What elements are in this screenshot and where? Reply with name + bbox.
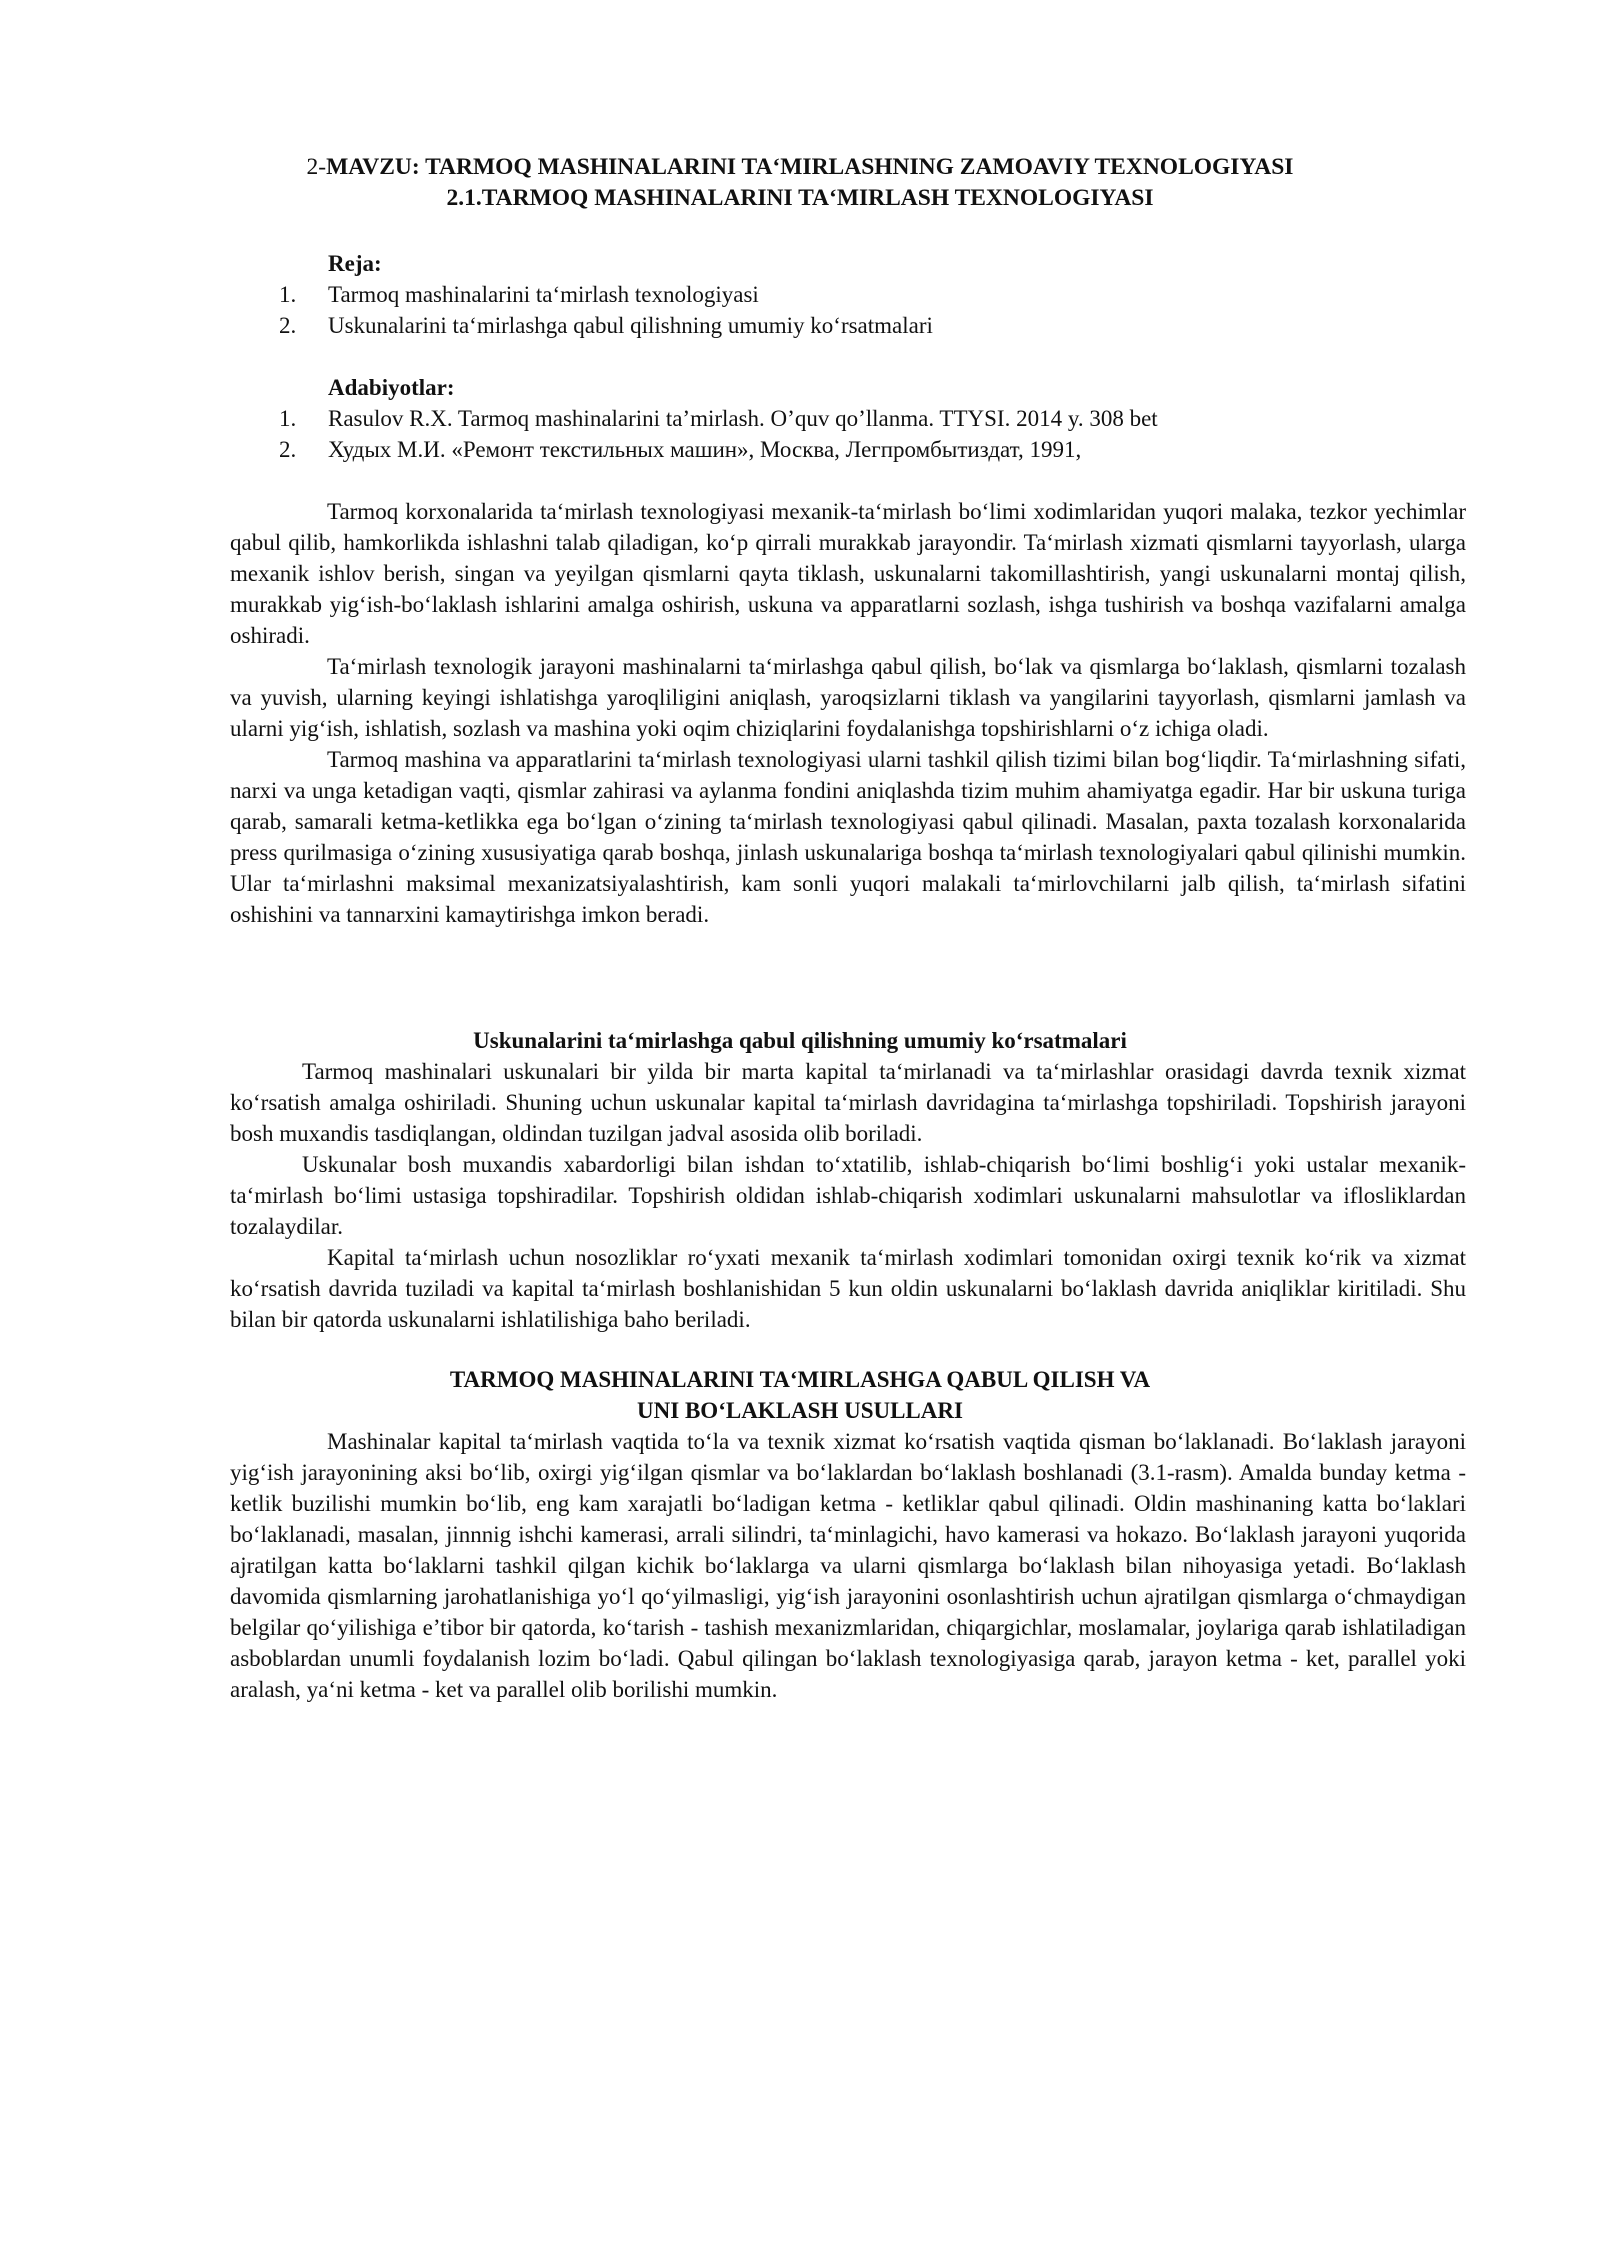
list-item-text: Худых М.И. «Ремонт текстильных машин», Москва, Легпромбытиздат, 1991, bbox=[328, 437, 1082, 462]
list-item-number: 2. bbox=[279, 313, 297, 338]
list-item-number: 1. bbox=[279, 406, 297, 431]
list-item-number: 2. bbox=[279, 437, 297, 462]
list-item bbox=[230, 434, 1466, 465]
reja-heading: Reja: bbox=[328, 251, 382, 276]
section3-heading-line1: TARMOQ MASHINALARINI TA‘MIRLASHGA QABUL QILISH VA bbox=[449, 1367, 1151, 1392]
page-title bbox=[0, 152, 1600, 183]
page-subtitle: 2.1.TARMOQ MASHINALARINI TA‘MIRLASH TEXNOLOGIYASI bbox=[446, 185, 1154, 211]
title-number: 2- bbox=[306, 154, 327, 180]
paragraph: Uskunalar bosh muxandis xabardorligi bilan ishdan to‘xtatilib, ishlab-chiqarish bo‘limi boshlig‘i yoki ustalar mexanik-ta‘mirlash bo‘limi ustasiga topshiradilar. Topshirish oldidan ishlab-chiqarish xodimlari uskunalarni mahsulotlar va iflosliklardan tozalaydilar. bbox=[230, 1152, 1466, 1239]
list-item-text: Tarmoq mashinalarini ta‘mirlash texnologiyasi bbox=[328, 282, 759, 307]
adabiyotlar-list bbox=[230, 403, 1466, 465]
paragraph: Tarmoq korxonalarida ta‘mirlash texnologiyasi mexanik-ta‘mirlash bo‘limi xodimlaridan yuqori malaka, tezkor yechimlar qabul qilib, hamkorlikda ishlashni talab qiladigan, ko‘p qirrali murakkab jarayondir. Ta‘mirlash xizmati qismlarni tayyorlash, ularga mexanik ishlov berish, singan va yeyilgan qismlarni qayta tiklash, uskunalarni takomillashtirish, yangi uskunalarni montaj qilish, murakkab yig‘ish-bo‘laklash ishlarini amalga oshirish, uskuna va apparatlarni sozlash, ishga tushirish va boshqa vazifalarni amalga oshiradi. bbox=[230, 499, 1466, 648]
list-item-text: Rasulov R.X. Tarmoq mashinalarini ta’mirlash. O’quv qo’llanma. TTYSI. 2014 y. 308 bet bbox=[328, 406, 1158, 431]
list-item-number: 1. bbox=[279, 282, 297, 307]
list-item bbox=[230, 403, 1466, 434]
section1-body bbox=[230, 496, 1466, 930]
paragraph: Mashinalar kapital ta‘mirlash vaqtida to‘la va texnik xizmat ko‘rsatish vaqtida qisman bo‘laklanadi. Bo‘laklash jarayoni yig‘ish jarayonining aksi bo‘lib, oxirgi yig‘ilgan qismlar va bo‘laklardan bo‘laklash boshlanadi (3.1-rasm). Amalda bunday ketma - ketlik buzilishi mumkin bo‘lib, eng kam xarajatli bo‘ladigan ketma - ketliklar qabul qilinadi. Oldin mashinaning katta bo‘laklari bo‘laklanadi, masalan, jinnnig ishchi kamerasi, arrali silindri, ta‘minlagichi, havo kamerasi va hokazo. Bo‘laklash jarayoni yuqorida ajratilgan katta bo‘laklarni tashkil qilgan kichik bo‘laklarga va ularni qismlarga bo‘laklash bilan nihoyasiga yetadi. Bo‘laklash davomida qismlarning jarohatlanishiga yo‘l qo‘yilmasligi, yig‘ish jarayonini osonlashtirish uchun ajratilgan qismlarga o‘chmaydigan belgilar qo‘yilishiga e’tibor bir qatorda, ko‘tarish - tashish mexanizmlaridan, chiqargichlar, moslamalar, joylariga qarab ishlatiladigan asboblardan unumli foydalanish lozim bo‘ladi. Qabul qilingan bo‘laklash texnologiyasiga qarab, jarayon ketma - ket, parallel yoki aralash, ya‘ni ketma - ket va parallel olib borilishi mumkin. bbox=[230, 1429, 1466, 1702]
section2-heading: Uskunalarini ta‘mirlashga qabul qilishning umumiy ko‘rsatmalari bbox=[473, 1028, 1127, 1053]
paragraph: Tarmoq mashina va apparatlarini ta‘mirlash texnologiyasi ularni tashkil qilish tizimi bilan bog‘liqdir. Ta‘mirlashning sifati, narxi va unga ketadigan vaqti, qismlar zahirasi va aylanma fondini aniqlashda tizim muhim ahamiyatga egadir. Har bir uskuna turiga qarab, samarali ketma-ketlikka ega bo‘lgan o‘zining ta‘mirlash texnologiyasi qabul qilinadi. Masalan, paxta tozalash korxonalarida press qurilmasiga o‘zining xususiyatiga qarab boshqa, jinlash uskunalariga boshqa ta‘mirlash texnologiyalari qabul qilinishi mumkin. Ular ta‘mirlashni maksimal mexanizatsiyalashtirish, kam sonli yuqori malakali ta‘mirlovchilarni jalb qilish, ta‘mirlash sifatini oshishini va tannarxini kamaytirishga imkon beradi. bbox=[230, 747, 1466, 927]
section2-body bbox=[230, 1056, 1466, 1335]
reja-list bbox=[230, 279, 1466, 341]
list-item bbox=[230, 279, 1466, 310]
paragraph: Tarmoq mashinalari uskunalari bir yilda bir marta kapital ta‘mirlanadi va ta‘mirlashlar orasidagi davrda texnik xizmat ko‘rsatish amalga oshiriladi. Shuning uchun uskunalar kapital ta‘mirlash davridagina ta‘mirlashga topshiriladi. Topshirish jarayoni bosh muxandis tasdiqlangan, oldindan tuzilgan jadval asosida olib boriladi. bbox=[230, 1059, 1466, 1146]
list-item bbox=[230, 310, 1466, 341]
paragraph: Ta‘mirlash texnologik jarayoni mashinalarni ta‘mirlashga qabul qilish, bo‘lak va qismlarga bo‘laklash, qismlarni tozalash va yuvish, ularning keyingi ishlatishga yaroqliligini aniqlash, yaroqsizlarni tiklash va yangilarini tayyorlash, qismlarni jamlash va ularni yig‘ish, ishlatish, sozlash va mashina yoki oqim chiziqlarini foydalanishga topshirishlarni o‘z ichiga oladi. bbox=[230, 654, 1466, 741]
section3-heading-line2: UNI BO‘LAKLASH USULLARI bbox=[637, 1398, 963, 1423]
adabiyotlar-heading: Adabiyotlar: bbox=[328, 375, 455, 400]
section3-body bbox=[230, 1426, 1466, 1705]
paragraph: Kapital ta‘mirlash uchun nosozliklar ro‘yxati mexanik ta‘mirlash xodimlari tomonidan oxirgi texnik ko‘rik va xizmat ko‘rsatish davrida tuziladi va kapital ta‘mirlash boshlanishidan 5 kun oldin uskunalarni bo‘laklash davrida aniqliklar kiritiladi. Shu bilan bir qatorda uskunalarni ishlatilishiga baho beriladi. bbox=[230, 1245, 1466, 1332]
title-main: MAVZU: TARMOQ MASHINALARINI TA‘MIRLASHNING ZAMOAVIY TEXNOLOGIYASI bbox=[326, 154, 1294, 180]
list-item-text: Uskunalarini ta‘mirlashga qabul qilishning umumiy ko‘rsatmalari bbox=[328, 313, 933, 338]
